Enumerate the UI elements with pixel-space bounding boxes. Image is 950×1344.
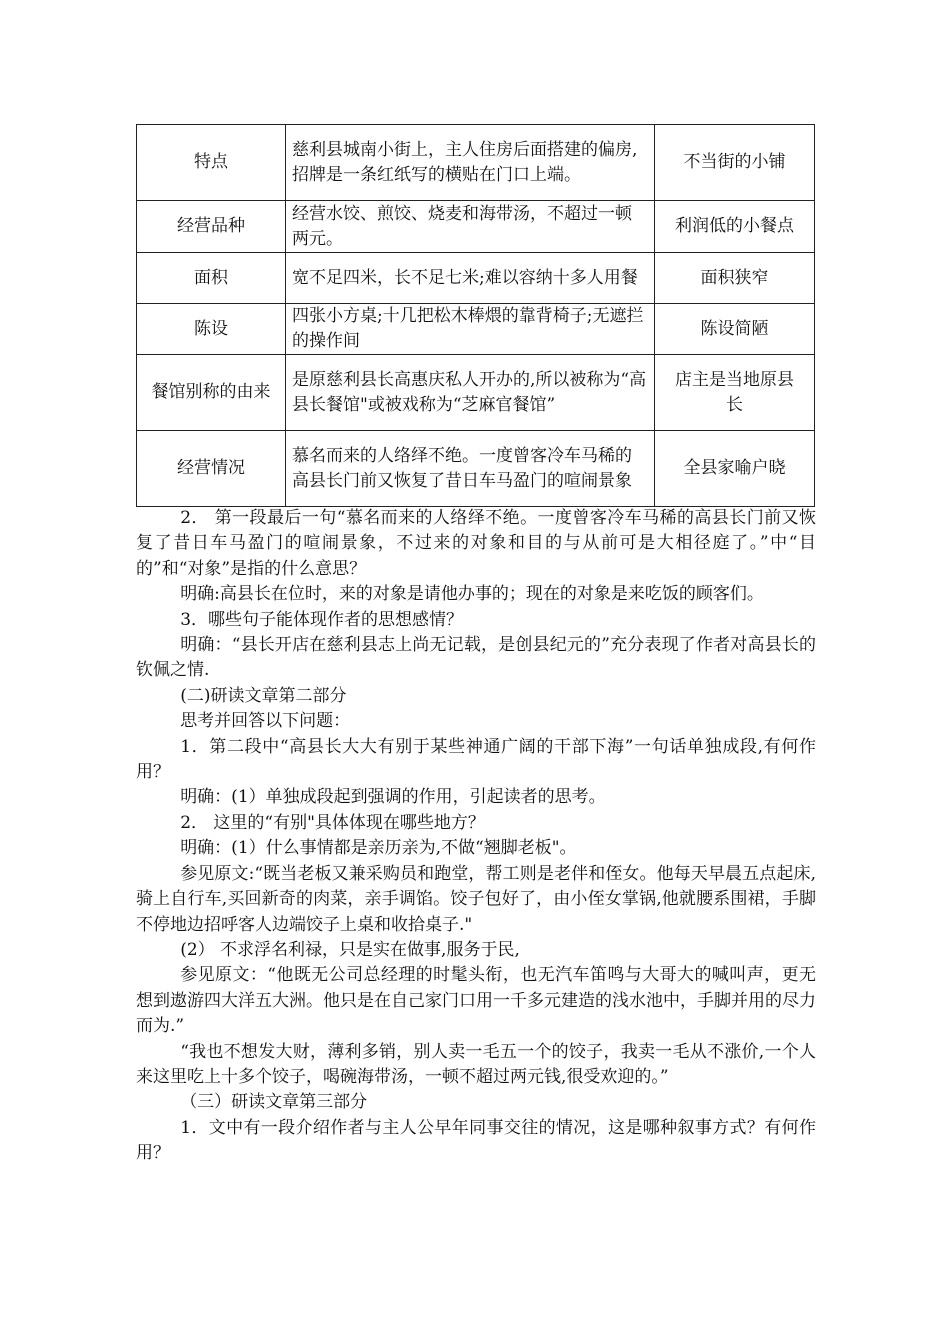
row-content: 是原慈利县长高惠庆私人开办的,所以被称为“高县长餐馆"或被戏称为“芝麻官餐馆” (286, 355, 655, 431)
paragraph: 参见原文:“既当老板又兼采购员和跑堂，帮工则是老伴和侄女。他每天早晨五点起床,骑上自行车,买回新奇的肉菜，亲手调馅。饺子包好了，由小侄女掌锅,他就腰系围裙，手脚不停地边招呼客人边端饺子上桌和收拾桌子." (136, 863, 816, 935)
row-label: 特点 (137, 125, 286, 201)
row-summary: 全县家喻户晓 (655, 431, 815, 507)
paragraph: 明确：(1）什么事情都是亲历亲为,不做“翘脚老板"。 (180, 838, 577, 859)
paragraph: “我也不想发大财，薄利多销，别人卖一毛五一个的饺子，我卖一毛从不涨价,一个人来这里吃上十多个饺子，喝碗海带汤，一顿不超过两元钱,很受欢迎的。” (136, 1041, 816, 1087)
paragraph: 2． 这里的“有别"具体体现在哪些地方？ (180, 812, 485, 833)
paragraph: (2） 不求浮名利禄，只是实在做事,服务于民, (180, 939, 520, 960)
row-summary: 陈设简陋 (655, 304, 815, 355)
table-row (137, 253, 815, 304)
paragraph: 参见原文：“他既无公司总经理的时髦头衔，也无汽车笛鸣与大哥大的喊叫声，更无想到遨游四大洋五大洲。他只是在自己家门口用一千多元建造的浅水池中，手脚并用的尽力而为.” (136, 965, 816, 1037)
row-label: 经营品种 (137, 201, 286, 253)
table-row (137, 125, 815, 201)
paragraph: 思考并回答以下问题： (180, 711, 351, 732)
paragraph: 明确：(1）单独成段起到强调的作用，引起读者的思考。 (180, 787, 606, 808)
row-label: 面积 (137, 253, 286, 304)
table-row (137, 304, 815, 355)
row-label: 餐馆别称的由来 (137, 355, 286, 431)
row-summary: 不当街的小铺 (655, 125, 815, 201)
table-row (137, 355, 815, 431)
row-content: 经营水饺、煎饺、烧麦和海带汤，不超过一顿两元。 (286, 201, 655, 253)
summary-table (136, 124, 815, 507)
row-content: 慕名而来的人络绎不绝。一度曾客冷车马稀的高县长门前又恢复了昔日车马盈门的喧闹景象 (286, 431, 655, 507)
paragraph: 明确：“县长开店在慈利县志上尚无记载，是创县纪元的”充分表现了作者对高县长的钦佩之情. (136, 635, 816, 681)
paragraph: 2． 第一段最后一句“慕名而来的人络绎不绝。一度曾客冷车马稀的高县长门前又恢复了昔日车马盈门的喧闹景象，不过来的对象和目的与从前可是大相径庭了。”中“目的”和“对象”是指的什么意思？ (136, 508, 816, 579)
row-summary: 面积狭窄 (655, 253, 815, 304)
paragraph: 1．第二段中“高县长大大有别于某些神通广阔的干部下海”一句话单独成段,有何作用？ (136, 736, 816, 783)
section-heading: (二)研读文章第二部分 (180, 685, 347, 706)
table-row (137, 201, 815, 253)
section-heading: （三）研读文章第三部分 (180, 1092, 368, 1113)
table-row (137, 431, 815, 507)
article-body (136, 506, 816, 1167)
paragraph: 明确:高县长在位时，来的对象是请他办事的；现在的对象是来吃饭的顾客们。 (180, 584, 764, 605)
row-summary: 店主是当地原县长 (655, 355, 815, 431)
paragraph: 3．哪些句子能体现作者的思想感情？ (180, 609, 464, 630)
row-content: 慈利县城南小街上，主人住房后面搭建的偏房,招牌是一条红纸写的横贴在门口上端。 (286, 125, 655, 201)
row-content: 四张小方桌;十几把松木棒煨的靠背椅子;无遮拦的操作间 (286, 304, 655, 355)
paragraph: 1．文中有一段介绍作者与主人公早年同事交往的情况，这是哪种叙事方式？有何作用？ (136, 1117, 816, 1164)
row-summary: 利润低的小餐点 (655, 201, 815, 253)
row-label: 经营情况 (137, 431, 286, 507)
row-label: 陈设 (137, 304, 286, 355)
row-content: 宽不足四米，长不足七米;难以容纳十多人用餐 (286, 253, 655, 304)
